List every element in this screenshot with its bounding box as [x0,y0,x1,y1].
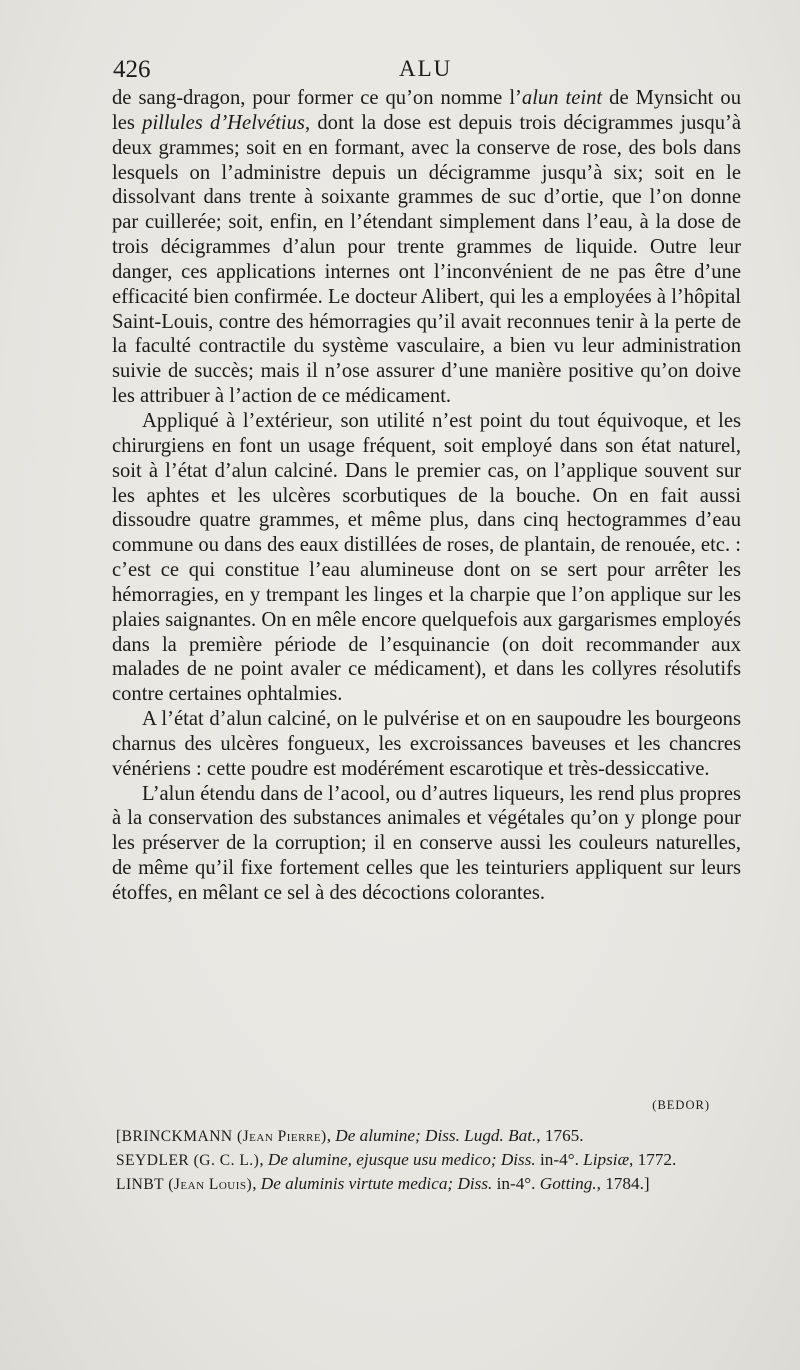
paragraph [112,86,741,409]
italic-text: De alumine; Diss. Lugd. Bat. [335,1126,537,1145]
page-header [113,56,738,90]
bibliography [116,1124,756,1196]
page-number: 426 [113,56,151,83]
author-name: SEYDLER (G. C. L.) [116,1152,260,1169]
article-body [112,86,741,906]
paragraph [112,409,741,707]
italic-text: De aluminis virtute medica; Diss. [260,1174,493,1193]
author-name: [BRINCKMANN (Jean Pierre) [116,1128,327,1145]
text-run: , [326,1126,336,1145]
text-run: , 1784.] [596,1174,650,1193]
italic-text: alun teint [521,87,603,109]
text-run: , 1765. [536,1126,584,1145]
text-run: , dont la dose est depuis trois décigrammes jusqu’à deux grammes; soit en en formant, avec la conserve de rose, des bols dans lesquels on l’administre depuis un décigramme jusqu’à six; soit en le dissolvant dans trente à soixante grammes de suc d’ortie, que l’on donne par cuillerée; soit, enfin, en l’étendant simplement dans l’eau, à la dose de trois décigrammes d’alun pour trente grammes de liquide. Outre leur danger, ces applications internes ont l’inconvénient de ne pas être d’une efficacité bien confirmée. Le docteur Alibert, qui les a employées à l’hôpital Saint-Louis, contre des hémorragies qu’il avait reconnues tenir à la perte de la faculté contractile du système vasculaire, a bien vu leur administration suivie de succès; mais il n’ose assurer d’une manière positive qu’on doive les attribuer à l’action de ce médicament. [112,111,741,408]
paragraph [112,707,741,782]
author-signature: (BEDOR) [652,1098,710,1112]
text-run: A l’état d’alun calciné, on le pulvérise et on en saupoudre les bourgeons charnus des ulcères fongueux, les excroissances baveuses et les chancres vénériens : cette poudre est modérément escarotique et très-dessiccative. [112,708,741,780]
italic-text: Gotting. [539,1174,597,1193]
text-run: , 1772. [629,1150,677,1169]
text-run: de sang-dragon, pour former ce qu’on nomme l’ [112,87,522,109]
italic-text: pillules d’Helvétius [142,111,305,134]
text-run: in-4°. [535,1150,584,1169]
bibliography-entry [116,1172,756,1196]
italic-text: De alumine, ejusque usu medico; Diss. [267,1150,536,1169]
bibliography-entry [116,1148,756,1172]
text-run: in-4°. [492,1174,540,1193]
bibliography-entry [116,1124,756,1148]
text-run: Appliqué à l’extérieur, son utilité n’est point du tout équivoque, et les chirurgiens en font un usage fréquent, soit employé dans son état naturel, soit à l’état d’alun calciné. Dans le premier cas, on l’applique souvent sur les aphtes et les ulcères scorbutiques de la bouche. On en fait aussi dissoudre quatre grammes, et même plus, dans cinq hectogrammes d’eau commune ou dans des eaux distillées de roses, de plantain, de renouée, etc. : c’est ce qui constitue l’eau alumineuse dont on se sert pour arrêter les hémorragies, en y trempant les linges et la charpie que l’on applique sur les plaies saignantes. On en mêle encore quelquefois aux gargarismes employés dans la première période de l’esquinancie (on doit recommander aux malades de ne point avaler ce médicament), et dans les collyres résolutifs contre certaines ophtalmies. [112,409,741,706]
text-run: de Mynsicht ou les [112,87,741,134]
text-run: L’alun étendu dans de l’acool, ou d’autres liqueurs, les rend plus propres à la conservation des substances animales et végétales qu’on y plonge pour les préserver de la corruption; il en conserve aussi les couleurs naturelles, de même qu’il fixe fortement celles que les teinturiers appliquent sur leurs étoffes, en mêlant ce sel à des décoctions colorantes. [112,782,741,904]
text-run: , [259,1150,268,1169]
italic-text: Lipsiæ [583,1150,630,1169]
paragraph [112,782,741,906]
author-name: LINBT (Jean Louis) [116,1176,253,1193]
running-head: ALU [399,56,453,81]
text-run: , [252,1174,261,1193]
